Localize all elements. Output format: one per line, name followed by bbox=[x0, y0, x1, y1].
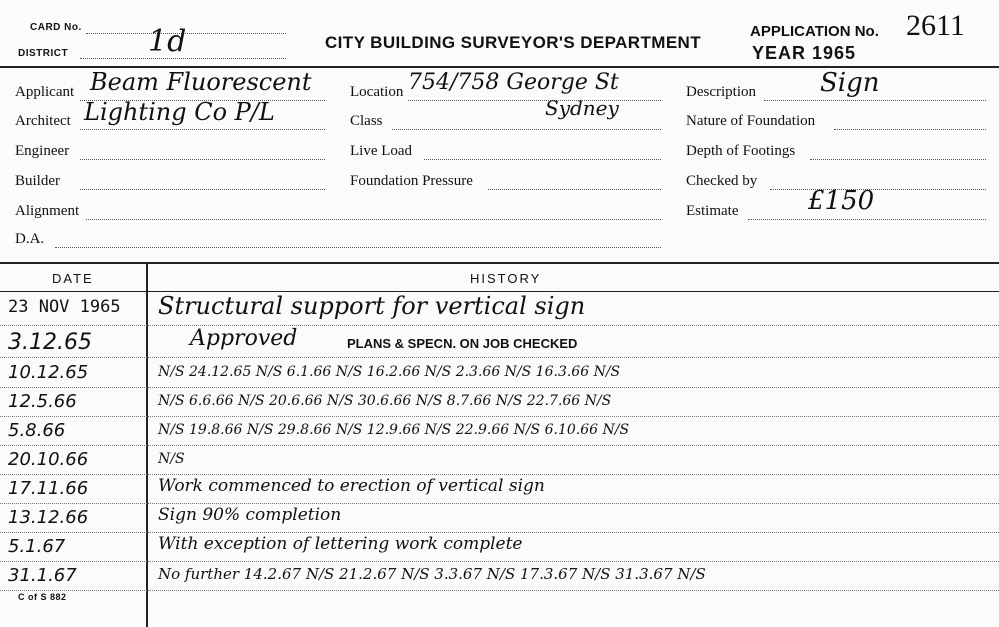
nature-of-foundation-label: Nature of Foundation bbox=[686, 113, 816, 129]
class-line bbox=[392, 129, 661, 130]
row-divider bbox=[0, 416, 999, 417]
architect-label: Architect bbox=[15, 113, 71, 129]
applicant-label: Applicant bbox=[15, 84, 75, 100]
row-divider bbox=[0, 474, 999, 475]
description-value: Sign bbox=[820, 68, 880, 98]
table-row-history: N/S bbox=[158, 451, 185, 467]
live-load-label: Live Load bbox=[350, 143, 413, 159]
row-divider bbox=[0, 445, 999, 446]
location-label: Location bbox=[350, 84, 404, 100]
applicant-value: Beam Fluorescent bbox=[90, 68, 312, 96]
engineer-line bbox=[80, 159, 325, 160]
table-row-history: Structural support for vertical sign bbox=[158, 292, 586, 320]
da-line bbox=[55, 247, 661, 248]
checked-by-label: Checked by bbox=[686, 173, 758, 189]
table-row-date: 5.1.67 bbox=[8, 536, 66, 557]
table-row-date: 23 NOV 1965 bbox=[8, 297, 121, 317]
table-top-rule bbox=[0, 262, 999, 264]
department-title: CITY BUILDING SURVEYOR'S DEPARTMENT bbox=[325, 33, 702, 52]
builder-label: Builder bbox=[15, 173, 60, 189]
year-label: YEAR 1965 bbox=[752, 43, 857, 63]
table-row-date: 13.12.66 bbox=[8, 507, 89, 528]
class-label: Class bbox=[350, 113, 383, 129]
description-label: Description bbox=[686, 84, 756, 100]
row-divider bbox=[0, 325, 999, 326]
district-value: 1d bbox=[148, 24, 187, 59]
location-value: 754/758 George St bbox=[408, 70, 619, 95]
table-row-history: N/S 24.12.65 N/S 6.1.66 N/S 16.2.66 N/S 2.3.66 N/S 16.3.66 N/S bbox=[158, 364, 621, 380]
alignment-label: Alignment bbox=[15, 203, 80, 219]
table-row-history: No further 14.2.67 N/S 21.2.67 N/S 3.3.67 N/S 17.3.67 N/S 31.3.67 N/S bbox=[158, 565, 706, 583]
plans-checked-stamp: PLANS & SPECN. ON JOB CHECKED bbox=[347, 336, 578, 351]
table-row-history: With exception of lettering work complete bbox=[158, 534, 523, 554]
nature-of-foundation-line bbox=[834, 129, 986, 130]
estimate-value: £150 bbox=[808, 186, 875, 216]
engineer-label: Engineer bbox=[15, 143, 70, 159]
foundation-pressure-label: Foundation Pressure bbox=[350, 173, 473, 189]
builder-line bbox=[80, 189, 325, 190]
location-value-2: Sydney bbox=[545, 96, 619, 120]
row-divider bbox=[0, 387, 999, 388]
depth-of-footings-label: Depth of Footings bbox=[686, 143, 796, 159]
table-row-history: Sign 90% completion bbox=[158, 505, 342, 525]
table-row-date: 20.10.66 bbox=[8, 449, 89, 470]
application-no-value: 2611 bbox=[906, 9, 965, 42]
estimate-line bbox=[748, 219, 986, 220]
table-row-history: Approved bbox=[190, 326, 298, 351]
table-row-date: 3.12.65 bbox=[8, 330, 92, 355]
table-row-date: 17.11.66 bbox=[8, 478, 89, 499]
row-divider bbox=[0, 532, 999, 533]
table-row-date: 10.12.65 bbox=[8, 362, 89, 383]
table-row-history: Work commenced to erection of vertical sign bbox=[158, 476, 545, 496]
application-no-label: APPLICATION No. bbox=[750, 23, 879, 40]
date-header: DATE bbox=[52, 271, 94, 286]
district-label: DISTRICT bbox=[18, 48, 69, 59]
description-line bbox=[764, 100, 986, 101]
foundation-pressure-line bbox=[488, 189, 661, 190]
form-code: C of S 882 bbox=[18, 592, 67, 602]
depth-of-footings-line bbox=[810, 159, 986, 160]
row-divider bbox=[0, 357, 999, 358]
da-label: D.A. bbox=[15, 231, 45, 247]
estimate-label: Estimate bbox=[686, 203, 739, 219]
card-no-label: CARD No. bbox=[30, 22, 82, 33]
table-row-date: 31.1.67 bbox=[8, 565, 77, 586]
checked-by-line bbox=[770, 189, 986, 190]
table-row-date: 12.5.66 bbox=[8, 391, 77, 412]
architect-line bbox=[80, 129, 325, 130]
table-row-history: N/S 6.6.66 N/S 20.6.66 N/S 30.6.66 N/S 8.7.66 N/S 22.7.66 N/S bbox=[158, 393, 612, 409]
table-row-history: N/S 19.8.66 N/S 29.8.66 N/S 12.9.66 N/S 22.9.66 N/S 6.10.66 N/S bbox=[158, 422, 630, 438]
history-header: HISTORY bbox=[470, 271, 542, 286]
live-load-line bbox=[424, 159, 661, 160]
row-divider bbox=[0, 561, 999, 562]
architect-value: Lighting Co P/L bbox=[84, 98, 275, 126]
alignment-line bbox=[86, 219, 661, 220]
table-row-date: 5.8.66 bbox=[8, 420, 66, 441]
location-line bbox=[408, 100, 661, 101]
row-divider bbox=[0, 503, 999, 504]
row-divider bbox=[0, 590, 999, 591]
